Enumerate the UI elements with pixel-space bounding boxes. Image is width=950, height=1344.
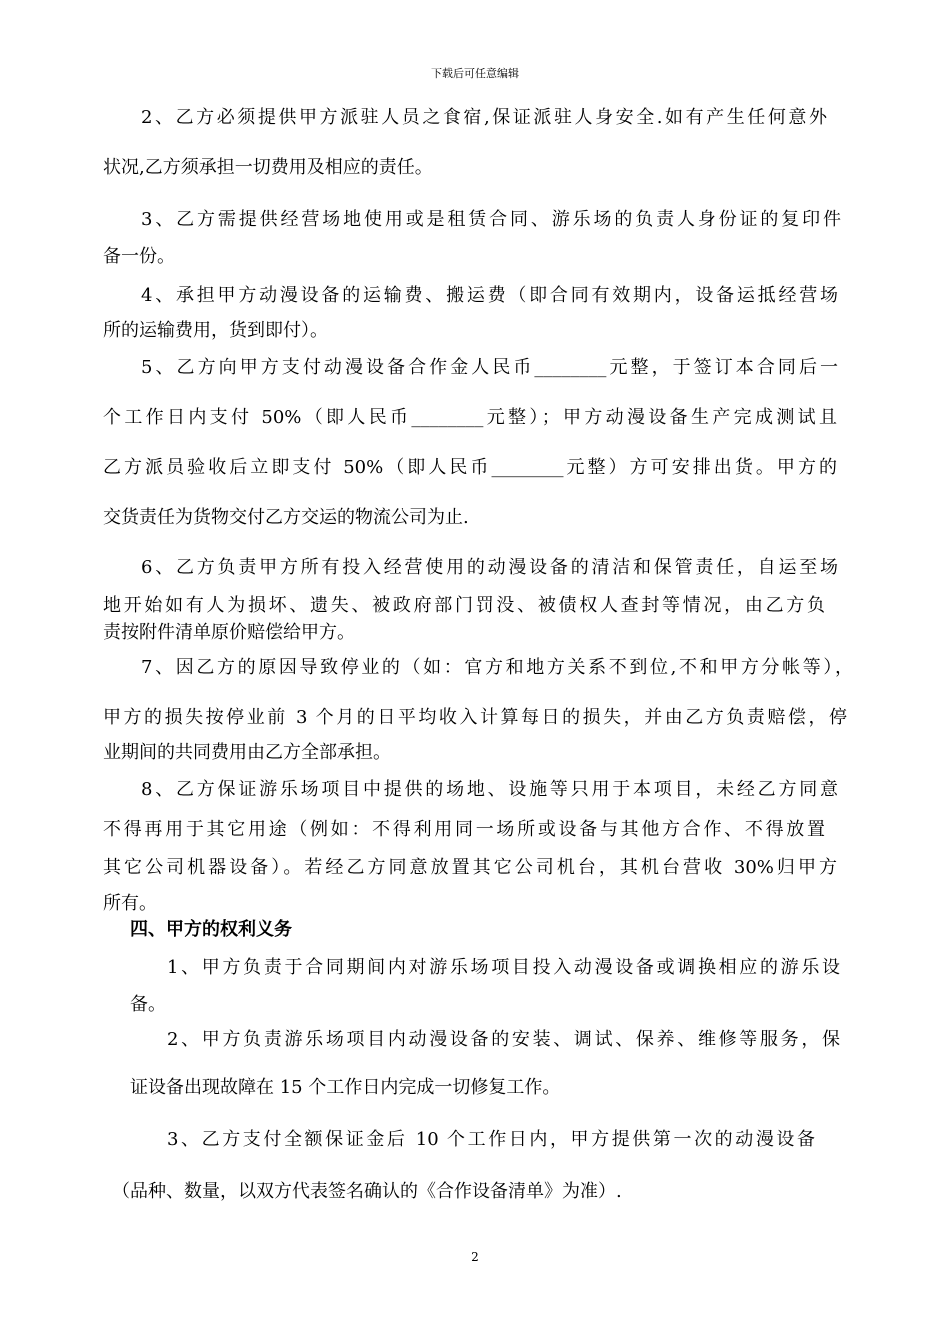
paragraph-line: 备一份。 <box>103 246 175 267</box>
paragraph-line: 3、乙方支付全额保证金后 10 个工作日内，甲方提供第一次的动漫设备 <box>167 1129 815 1150</box>
paragraph-line: 所有。 <box>103 893 157 914</box>
section-heading: 四、甲方的权利义务 <box>130 919 292 940</box>
paragraph-line: 状况,乙方须承担一切费用及相应的责任。 <box>103 157 433 178</box>
paragraph-line: 1、甲方负责于合同期间内对游乐场项目投入动漫设备或调换相应的游乐设 <box>167 957 840 978</box>
paragraph-line: 责按附件清单原价赔偿给甲方。 <box>103 622 355 643</box>
paragraph-line: 4、承担甲方动漫设备的运输费、搬运费（即合同有效期内，设备运抵经营场 <box>141 285 838 306</box>
page-header: 下载后可任意编辑 <box>431 67 519 80</box>
paragraph-line: 个工作日内支付 50%（即人民币________元整）；甲方动漫设备生产完成测试且 <box>103 407 837 428</box>
paragraph-line: 所的运输费用，货到即付）。 <box>103 320 328 341</box>
paragraph-line: 乙方派员验收后立即支付 50%（即人民币________元整）方可安排出货。甲方的 <box>103 457 837 478</box>
paragraph-line: （品种、数量，以双方代表签名确认的《合作设备清单》为准）. <box>112 1181 622 1202</box>
paragraph-line: 7、因乙方的原因导致停业的（如：官方和地方关系不到位,不和甲方分帐等）， <box>141 657 853 678</box>
paragraph-line: 业期间的共同费用由乙方全部承担。 <box>103 742 391 763</box>
paragraph-line: 2、乙方必须提供甲方派驻人员之食宿,保证派驻人身安全.如有产生任何意外 <box>141 107 827 128</box>
paragraph-line: 5、乙方向甲方支付动漫设备合作金人民币________元整，于签订本合同后一 <box>141 357 838 378</box>
paragraph-line: 其它公司机器设备）。若经乙方同意放置其它公司机台，其机台营收 30%归甲方 <box>103 857 837 878</box>
paragraph-line: 8、乙方保证游乐场项目中提供的场地、设施等只用于本项目，未经乙方同意 <box>141 779 838 800</box>
paragraph-line: 6、乙方负责甲方所有投入经营使用的动漫设备的清洁和保管责任，自运至场 <box>141 557 838 578</box>
paragraph-line: 不得再用于其它用途（例如：不得利用同一场所或设备与其他方合作、不得放置 <box>103 819 825 840</box>
paragraph-line: 备。 <box>130 994 166 1015</box>
paragraph-line: 2、甲方负责游乐场项目内动漫设备的安装、调试、保养、维修等服务，保 <box>167 1029 840 1050</box>
page-number: 2 <box>471 1250 479 1264</box>
paragraph-line: 3、乙方需提供经营场地使用或是租赁合同、游乐场的负责人身份证的复印件 <box>141 209 841 230</box>
paragraph-line: 甲方的损失按停业前 3 个月的日平均收入计算每日的损失，并由乙方负责赔偿，停 <box>103 707 847 728</box>
paragraph-line: 证设备出现故障在 15 个工作日内完成一切修复工作。 <box>130 1077 561 1098</box>
paragraph-line: 交货责任为货物交付乙方交运的物流公司为止. <box>103 507 469 528</box>
paragraph-line: 地开始如有人为损坏、遗失、被政府部门罚没、被债权人查封等情况，由乙方负 <box>103 595 825 616</box>
